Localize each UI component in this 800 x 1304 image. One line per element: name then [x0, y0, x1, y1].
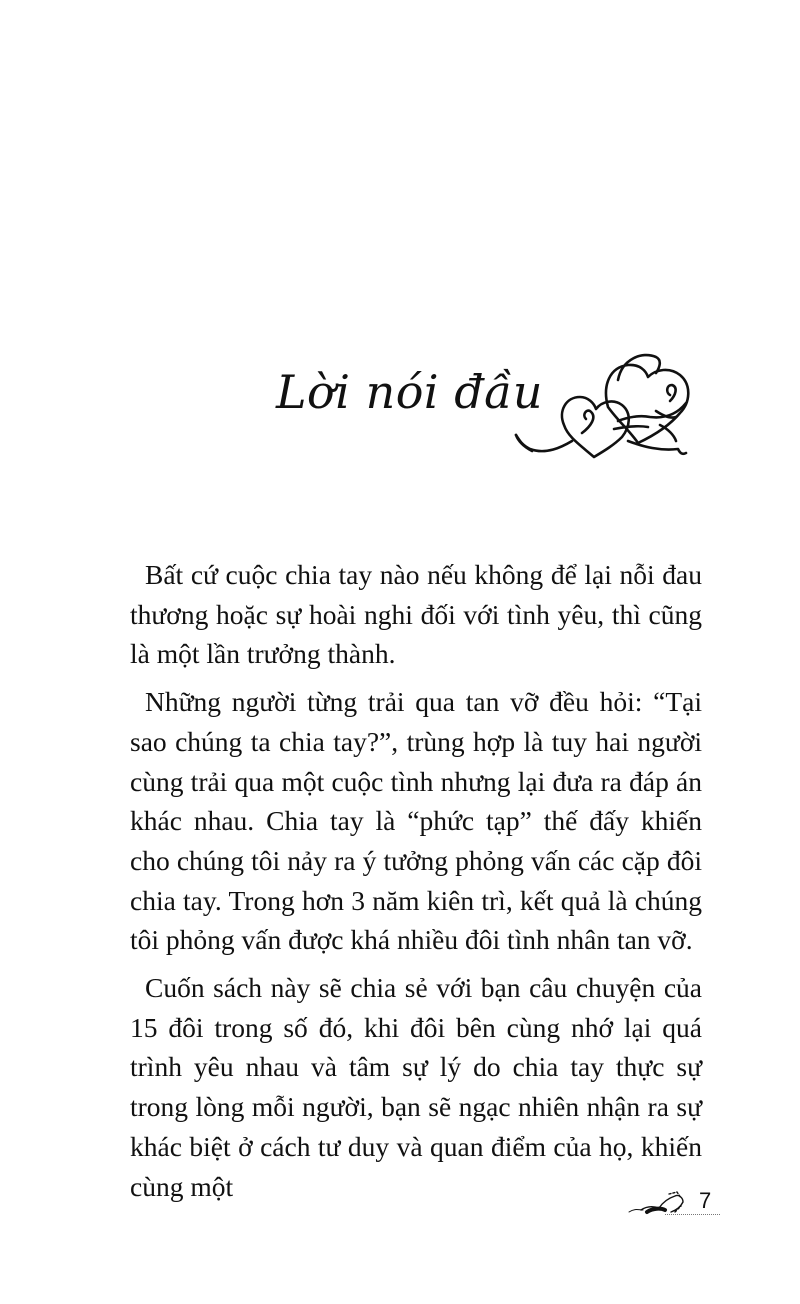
chapter-title: Lời nói đầu: [276, 365, 543, 419]
chapter-heading: [270, 345, 710, 475]
paragraph: Những người từng trải qua tan vỡ đều hỏi: “Tại sao chúng ta chia tay?”, trùng hợp là tuy hai người cùng trải qua một cuộc tình nhưng lại đưa ra đáp án khác nhau. Chia tay là “phức tạp” thế đấy khiến cho chúng tôi nảy ra ý tưởng phỏng vấn các cặp đôi chia tay. Trong hơn 3 năm kiên trì, kết quả là chúng tôi phỏng vấn được khá nhiều đôi tình nhân tan vỡ.: [130, 686, 702, 956]
preface-body: [130, 555, 702, 1214]
footer-rule: [665, 1214, 720, 1216]
page-number: 7: [699, 1188, 712, 1213]
paragraph: Cuốn sách này sẽ chia sẻ với bạn câu chuyện của 15 đôi trong số đó, khi đôi bên cùng nhớ lại quá trình yêu nhau và tâm sự lý do chia tay thực sự trong lòng mỗi người, bạn sẽ ngạc nhiên nhận ra sự khác biệt ở cách tư duy và quan điểm của họ, khiến cùng một: [130, 972, 702, 1202]
paragraph: Bất cứ cuộc chia tay nào nếu không để lại nỗi đau thương hoặc sự hoài nghi đối với tình yêu, thì cũng là một lần trưởng thành.: [130, 559, 702, 670]
intertwined-hearts-icon: [510, 345, 710, 470]
page-footer: [625, 1188, 725, 1218]
